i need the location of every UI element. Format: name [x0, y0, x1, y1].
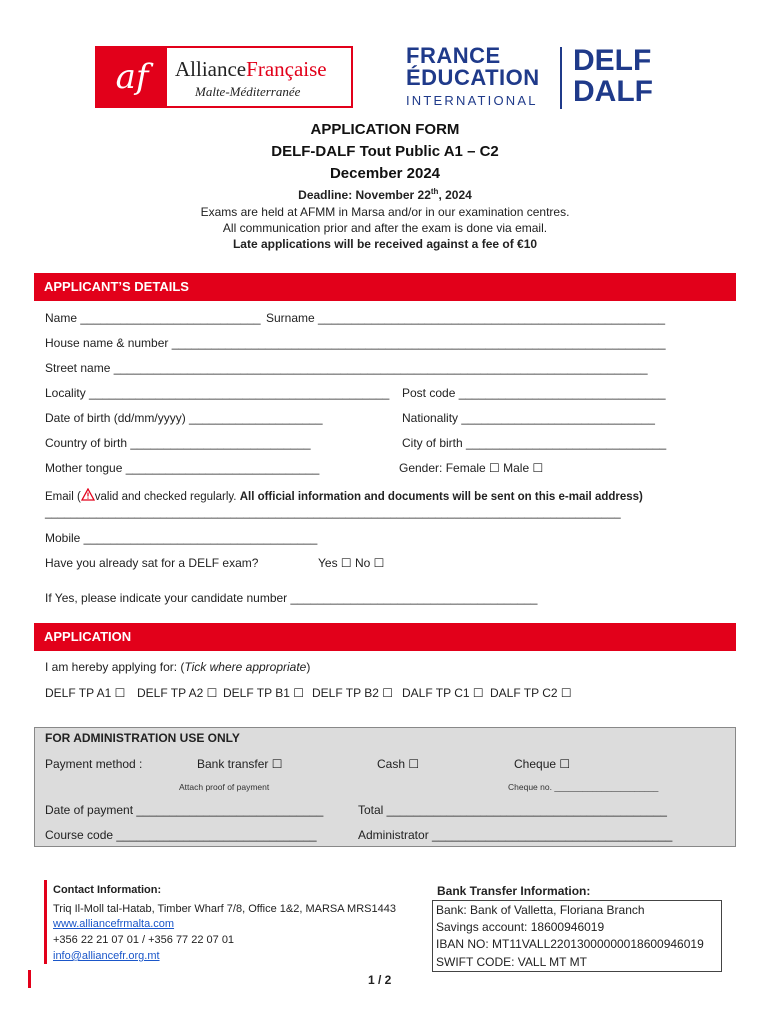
- application-section-header: APPLICATION: [34, 623, 736, 651]
- city-field[interactable]: City of birth ______________________________: [402, 436, 667, 450]
- deadline: [0, 187, 770, 202]
- mobile-field[interactable]: Mobile ___________________________________: [45, 531, 318, 545]
- applying-pre: I am hereby applying for: (: [45, 660, 185, 674]
- form-session: December 2024: [329, 165, 441, 182]
- cheque-number-field[interactable]: Cheque no. ______________________: [508, 782, 659, 792]
- total-field[interactable]: Total __________________________________________: [358, 803, 667, 817]
- info-line-3: Late applications will be received against a fee of €10: [232, 237, 538, 251]
- applying-italic: Tick where appropriate: [184, 660, 307, 674]
- level-checkbox[interactable]: DELF TP B2 ☐: [312, 686, 394, 700]
- mother-tongue-field[interactable]: Mother tongue _____________________________: [45, 461, 320, 475]
- swift-code: SWIFT CODE: VALL MT MT: [436, 955, 587, 969]
- fe-line-2: ÉDUCATION: [406, 65, 540, 90]
- locality-field[interactable]: Locality _____________________________________________: [45, 386, 390, 400]
- contact-accent-bar: [44, 880, 47, 964]
- surname-field[interactable]: Surname ____________________________________________________: [266, 311, 666, 325]
- admin-heading: FOR ADMINISTRATION USE ONLY: [45, 731, 240, 745]
- email-label: [45, 488, 643, 503]
- contact-phones: +356 22 21 07 01 / +356 77 22 07 01: [53, 934, 235, 946]
- dalf-text: DALF: [573, 75, 653, 108]
- form-title: APPLICATION FORM: [310, 121, 460, 138]
- delf-text: DELF: [573, 44, 652, 77]
- cheque-checkbox[interactable]: Cheque ☐: [514, 757, 571, 771]
- email-field[interactable]: __________________________________________________________________________________________: [45, 507, 621, 519]
- level-checkbox[interactable]: DELF TP A2 ☐: [137, 686, 218, 700]
- house-field[interactable]: House name & number __________________________________________________________________________: [45, 336, 666, 350]
- administrator-field[interactable]: Administrator ____________________________________: [358, 828, 673, 842]
- bank-heading: Bank Transfer Information:: [437, 884, 591, 898]
- nationality-field[interactable]: Nationality _____________________________: [402, 411, 655, 425]
- postcode-field[interactable]: Post code _______________________________: [402, 386, 666, 400]
- delf-dalf-logo: [573, 45, 653, 107]
- bank-name: Bank: Bank of Valletta, Floriana Branch: [436, 903, 645, 917]
- contact-address: Triq Il-Moll tal-Hatab, Timber Wharf 7/8, Office 1&2, MARSA MRS1443: [53, 903, 396, 915]
- name-field[interactable]: Name ___________________________: [45, 311, 261, 325]
- delf-sat-question: Have you already sat for a DELF exam?: [45, 556, 259, 570]
- bank-transfer-checkbox[interactable]: Bank transfer ☐: [197, 757, 283, 771]
- level-checkbox[interactable]: DALF TP C1 ☐: [402, 686, 484, 700]
- af-name-francaise: Française: [246, 57, 327, 81]
- candidate-number-field[interactable]: If Yes, please indicate your candidate number _____________________________________: [45, 591, 538, 605]
- iban-number: IBAN NO: MT11VALL22013000000018600946019: [436, 937, 704, 951]
- email-bold: All official information and documents will be sent on this e-mail address): [239, 491, 643, 503]
- gender-checkboxes[interactable]: Gender: Female ☐ Male ☐: [399, 461, 544, 475]
- af-subtitle: Malte-Méditerranée: [195, 84, 301, 99]
- deadline-sup: th: [430, 187, 439, 196]
- delf-sat-checkboxes[interactable]: Yes ☐ No ☐: [318, 556, 385, 570]
- course-code-field[interactable]: Course code ______________________________: [45, 828, 317, 842]
- logo-divider: [560, 47, 562, 109]
- fe-line-3: INTERNATIONAL: [406, 93, 538, 108]
- cash-checkbox[interactable]: Cash ☐: [377, 757, 420, 771]
- level-checkbox[interactable]: DALF TP C2 ☐: [490, 686, 572, 700]
- applying-post: ): [306, 660, 311, 674]
- applying-for-label: [45, 660, 310, 674]
- dob-field[interactable]: Date of birth (dd/mm/yyyy) ____________________: [45, 411, 323, 425]
- level-checkbox[interactable]: DELF TP A1 ☐: [45, 686, 126, 700]
- email-pre: Email (: [45, 491, 81, 503]
- fe-line-1: FRANCE: [406, 43, 501, 68]
- attach-proof-note: Attach proof of payment: [179, 782, 270, 792]
- info-line-2: All communication prior and after the exam is done via email.: [222, 221, 548, 235]
- email-link[interactable]: info@alliancefr.org.mt: [53, 950, 160, 962]
- deadline-text: Deadline: November 22: [298, 188, 431, 202]
- street-field[interactable]: Street name ________________________________________________________________________________: [45, 361, 648, 375]
- savings-account: Savings account: 18600946019: [436, 920, 605, 934]
- page-number: 1 / 2: [368, 973, 392, 987]
- level-checkbox[interactable]: DELF TP B1 ☐: [223, 686, 305, 700]
- date-of-payment-field[interactable]: Date of payment ____________________________: [45, 803, 324, 817]
- footer-accent-bar: [28, 970, 31, 988]
- form-subtitle: DELF-DALF Tout Public A1 – C2: [271, 143, 499, 160]
- payment-method-label: Payment method :: [45, 757, 143, 771]
- af-name: [175, 57, 327, 82]
- france-education-logo: [406, 45, 552, 109]
- alliance-francaise-logo: [95, 46, 353, 108]
- website-link[interactable]: www.alliancefrmalta.com: [53, 918, 175, 930]
- country-field[interactable]: Country of birth ___________________________: [45, 436, 311, 450]
- af-mark: af: [97, 48, 167, 106]
- info-line-1: Exams are held at AFMM in Marsa and/or in our examination centres.: [200, 205, 570, 219]
- deadline-year: , 2024: [438, 188, 472, 202]
- af-name-alliance: Alliance: [175, 57, 247, 81]
- email-mid: valid and checked regularly.: [94, 491, 240, 503]
- applicant-section-header: APPLICANT’S DETAILS: [34, 273, 736, 301]
- contact-heading: Contact Information:: [53, 884, 162, 896]
- warning-icon: [81, 488, 95, 501]
